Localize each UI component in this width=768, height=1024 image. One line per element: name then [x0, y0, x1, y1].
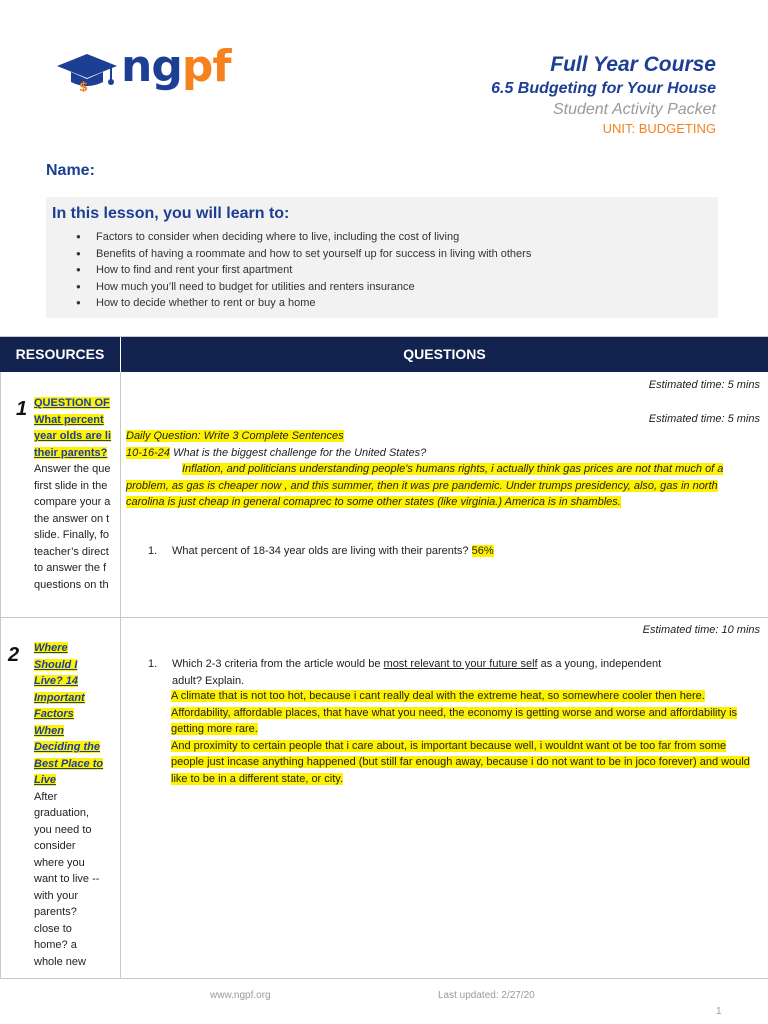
student-answer[interactable]: And proximity to certain people that i care about, is important because well, i wouldnt want ot be too far from some people just incase anything happened (but still far enough away, because i do not want to be in joco forever) and would like to be in a different state, or city. [171, 739, 750, 785]
question-number: 1. [148, 658, 158, 670]
question-text: Which 2-3 criteria from the article would be [172, 658, 384, 670]
resource-text-line: to answer the f [34, 562, 107, 574]
resource-text-line: questions on th [34, 578, 109, 591]
student-answer[interactable]: 56% [471, 545, 494, 557]
page-number: 1 [716, 1006, 722, 1017]
question-text: adult? Explain. [172, 674, 245, 687]
section-number-1: 1 [16, 398, 28, 420]
list-item: ● Factors to consider when deciding where to live, including the cost of living [76, 229, 531, 246]
resource-text-line: you need to [34, 823, 92, 836]
student-answer[interactable]: Inflation, and politicians understanding people's humans rights, i actually think gas prices are not that much of a problem, as gas is cheaper now , and this summer, then it was pre pandemic. Under trumps presidency, also, gas in north carolina is just cheap in general comaprec to some other states (like virginia.) America is in shambles. [126, 463, 724, 508]
resource-text-line: close to [34, 922, 72, 935]
resource-text-line: with your [34, 889, 79, 902]
resource-text-line: graduation, [34, 807, 90, 819]
svg-text:$: $ [79, 80, 89, 92]
list-item: ● How much you’ll need to budget for utilities and renters insurance [76, 279, 531, 296]
resource-text-line: After [34, 790, 58, 803]
question-item [148, 656, 748, 690]
resource-text-line: Answer the que [34, 463, 111, 475]
section-number-2: 2 [8, 644, 20, 666]
student-answer[interactable]: A climate that is not too hot, because i cant really deal with the extreme heat, so somewhere cooler then here. [171, 690, 705, 702]
packet-title: Student Activity Packet [552, 101, 716, 118]
question-text: What percent of 18-34 year olds are living with their parents? [172, 545, 472, 557]
question-emphasis: most relevant to your future self [383, 658, 538, 670]
course-title: Full Year Course [550, 53, 716, 76]
resource-text-line: teacher’s direct [34, 545, 109, 558]
table-bottom-border [0, 978, 768, 979]
resource-text-line: compare your a [34, 496, 111, 508]
learning-objectives-title: In this lesson, you will learn to: [52, 205, 290, 222]
footer-updated: Last updated: 2/27/20 [438, 990, 535, 1001]
question-number: 1. [148, 545, 158, 557]
resource-text-line: the answer on t [34, 512, 110, 525]
column-divider [120, 372, 121, 979]
question-text: as a young, independent [537, 658, 662, 670]
unit-label: UNIT: BUDGETING [602, 121, 716, 136]
footer-url[interactable]: www.ngpf.org [210, 990, 271, 1001]
learning-objectives-list [76, 229, 531, 312]
list-item: ● How to decide whether to rent or buy a home [76, 295, 531, 312]
estimated-time: Estimated time: 5 mins [648, 379, 760, 391]
table-left-border [0, 372, 1, 979]
lesson-title: 6.5 Budgeting for Your House [491, 80, 716, 97]
resources-column-header: RESOURCES [0, 337, 120, 372]
row-divider [0, 617, 768, 618]
learning-objectives-box [46, 197, 718, 318]
student-answer[interactable]: Affordability, affordable places, that have what you need, the economy is getting worse and worse and affordability is getting more rare. [171, 706, 738, 735]
resource-link-line[interactable]: their parents? [34, 446, 108, 459]
name-label: Name: [46, 162, 95, 179]
resource-text-line: first slide in the [34, 479, 108, 492]
resource-text-line: parents? [34, 906, 77, 918]
resource-text-line: home? a [34, 939, 77, 951]
resource-link-line[interactable]: What percent [34, 413, 104, 426]
resource-text-line: consider [34, 840, 76, 852]
title-block [491, 52, 716, 138]
ngpf-logo [55, 41, 255, 98]
student-answer-block [171, 688, 761, 787]
resource-text-line: want to live -- [34, 873, 100, 885]
list-item: ● How to find and rent your first apartment [76, 262, 531, 279]
header-divider [120, 337, 121, 372]
resource-text-line: whole new [34, 955, 86, 968]
resource-text-line: where you [34, 856, 85, 869]
resource-link-line[interactable]: year olds are li [34, 430, 112, 442]
question-date: 10-16-24 [126, 446, 171, 459]
resource-cell-1 [34, 395, 120, 593]
resource-link-line[interactable]: QUESTION OF [34, 397, 110, 409]
daily-question-label: Daily Question: Write 3 Complete Sentences [126, 430, 344, 442]
graduation-cap-icon [55, 52, 121, 92]
logo-wordmark: ngpf [121, 41, 231, 92]
estimated-time: Estimated time: 5 mins [648, 413, 760, 425]
page-header [0, 0, 768, 160]
resource-link[interactable]: Where Should I Live? 14 Important Factors When Deciding the Best Place to Live [34, 642, 104, 786]
list-item: ● Benefits of having a roommate and how to set yourself up for success in living with others [76, 246, 531, 263]
estimated-time: Estimated time: 10 mins [642, 624, 760, 636]
question-text: What is the biggest challenge for the United States? [170, 446, 427, 459]
resource-text-line: slide. Finally, fo [34, 529, 109, 541]
daily-question-block [126, 428, 748, 511]
questions-column-header: QUESTIONS [121, 337, 768, 372]
resource-cell-2 [34, 640, 118, 970]
